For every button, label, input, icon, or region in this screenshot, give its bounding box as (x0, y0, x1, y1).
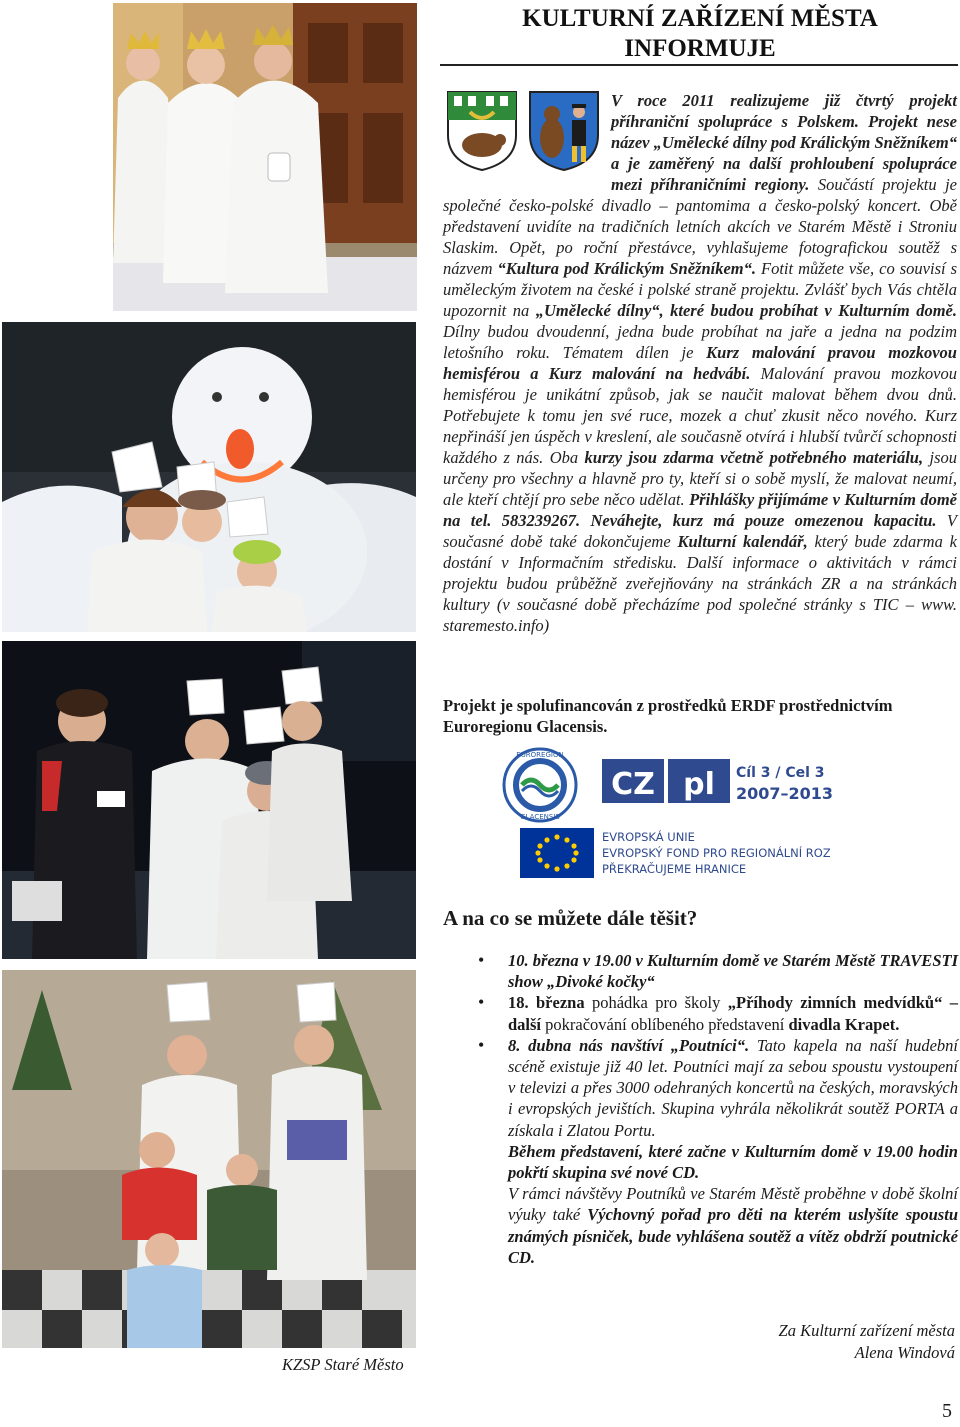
eu-line1-text: EVROPSKÁ UNIE (602, 830, 695, 844)
intro-p11: jsou určeny pro všechny a hlavně pro ty, kteří si o sobě myslí, že malovat neumí, ale kteří chtějí pro sebe něco udělat. (443, 448, 958, 509)
euroregion-bottom-text: GLACENSIS (520, 813, 560, 821)
intro-p2: Projekt nese název „Umělecké dílny pod Králickým Sněžníkem“ a je zaměřený na další prohloubení spolupráce mezi příhraničními regiony. (611, 112, 958, 194)
event-item (478, 1035, 958, 1268)
event-3-school: V rámci návštěvy Poutníků ve Starém Městě proběhne v době školní výuky také (508, 1184, 958, 1225)
page-title-line2: INFORMUJE (624, 35, 776, 62)
intro-p13: V současné době také dokončujeme (443, 511, 957, 551)
czpl-pl-text: pl (683, 767, 715, 802)
czpl-cil-text: Cíl 3 / Cel 3 (736, 765, 825, 781)
event-3-description: Tato kapela na naší hudební scéně existuje již 40 let. Poutníci mají za sebou spoustu vystoupení v televizi a přes 3000 odehraných koncertů na českých, moravských i evropských jevištích. Skupina vyhrála několikrát soutěž PORTA a získala i Zlatou Portu. (508, 1035, 958, 1140)
signature-name: Alena Windová (854, 1343, 955, 1362)
czpl-years-text: 2007–2013 (736, 784, 832, 803)
events-list (478, 950, 958, 1268)
intro-article (443, 90, 957, 636)
event-3-title: 8. dubna nás navštíví „Poutníci“. (508, 1035, 750, 1055)
photo-three-kings-door (113, 3, 417, 311)
event-2-e: divadla Krapet. (788, 1014, 900, 1034)
page-title-line1: KULTURNÍ ZAŘÍZENÍ MĚSTA (522, 5, 878, 32)
page-title (440, 4, 960, 64)
photo-night-group (2, 641, 416, 959)
event-2-d: pokračování oblíbeného představení (541, 1014, 789, 1034)
intro-p3: Součástí projektu je společné česko-polské divadlo – pantomima a česko-polský koncert. Obě představení uvidíte na tradičních letních akcích ve Starém Městě i Stroniu Slaskim. Opět, po roční přestávce, vyhlašujeme fotografickou soutěž s názvem (443, 175, 957, 278)
czpl-cz-text: CZ (611, 767, 655, 802)
euroregion-glacensis-logo (500, 745, 580, 825)
intro-free-courses: kurzy jsou zdarma včetně potřebného materiálu, (584, 448, 924, 467)
signature (779, 1320, 955, 1364)
photo-snowman (2, 322, 416, 632)
eu-line2-text: EVROPSKÝ FOND PRO REGIONÁLNÍ ROZVOJ (602, 846, 830, 860)
intro-workshops: „Umělecké dílny“, které budou probíhat v Kulturním domě. (535, 301, 958, 320)
event-2-b: pohádka pro školy (584, 993, 728, 1013)
event-item (478, 992, 958, 1034)
intro-calendar: Kulturní kalendář, (677, 532, 808, 551)
events-heading: A na co se můžete dále těšit? (443, 906, 698, 930)
intro-p9: Malování pravou mozkovou hemisférou je unikátní způsob, jak se naučit malovat během dvou dnů. Potřebujete k tomu jen své ruce, mozek a chuť zkusit něco nového. Kurz nepřináší jen úspěch v kreslení, ale současně otvírá i hlubší tvůrčí schopnosti každého z nás. Oba (443, 364, 957, 467)
event-3-program: Výchovný pořad pro děti na kterém uslyšíte spoustu známých písniček, bude vyhlášena soutěž a vítěz obdrží poutnické CD. (508, 1205, 958, 1267)
intro-p7: Dílny budou dvoudenní, jedna bude probíhat na jaře a jedna na podzim letošního roku. Tématem dílen je (443, 322, 957, 362)
photo-caption: KZSP Staré Město (282, 1355, 404, 1374)
intro-p1: V roce 2011 realizujeme již čtvrtý projekt příhraniční spolupráce s Polskem. (611, 91, 957, 131)
event-1-text: 10. března v 19.00 v Kulturním domě ve Starém Městě TRAVESTI show „Divoké kočky“ (508, 951, 958, 992)
intro-p15: který bude zdarma k dostání v Informačním středisku. Další informace o aktivitách v rámci projektu budou průběžně zveřejňovány na stránkách ZR a na stránkách kultury (v současné době přecházíme pod společné stránky s TIC – www. staremesto.info) (443, 532, 957, 635)
event-2-date: 18. března (508, 993, 585, 1013)
project-funding-note: Projekt je spolufinancován z prostředků ERDF prostřednictvím Euroregionu Glacensis. (443, 696, 893, 736)
intro-course-names: Kurz malování pravou mozkovou hemisférou a Kurz malování na hedvábí. (443, 343, 957, 383)
intro-contest-name: “Kultura pod Králickým Sněžníkem“. (497, 259, 756, 278)
title-divider (440, 64, 958, 66)
intro-registration: Přihlášky přijímáme v Kulturním domě na tel. 583239267. Neváhejte, kurz má pouze omezenou kapacitu. (443, 490, 958, 530)
intro-p5: Fotit můžete vše, co souvisí s uměleckým životem na české i polské straně projektu. Zvlášť bych Vás chtěla upozornit na (443, 259, 958, 320)
event-2-title: „Příhody zimních medvídků“ – další (508, 993, 958, 1034)
page-number: 5 (942, 1400, 952, 1422)
czpl-cil3-logo (602, 757, 832, 805)
event-3-cd: Během představení, které začne v Kulturním domě v 19.00 hodin pokřtí skupina své nové CD. (508, 1141, 958, 1183)
euroregion-top-text: EUROREGION (516, 751, 564, 759)
eu-line3-text: PŘEKRAČUJEME HRANICE (602, 862, 747, 876)
signature-line1: Za Kulturní zařízení města (778, 1321, 955, 1340)
eu-erdf-logo (520, 828, 830, 878)
photo-church-interior (2, 970, 416, 1348)
event-item (478, 950, 958, 992)
